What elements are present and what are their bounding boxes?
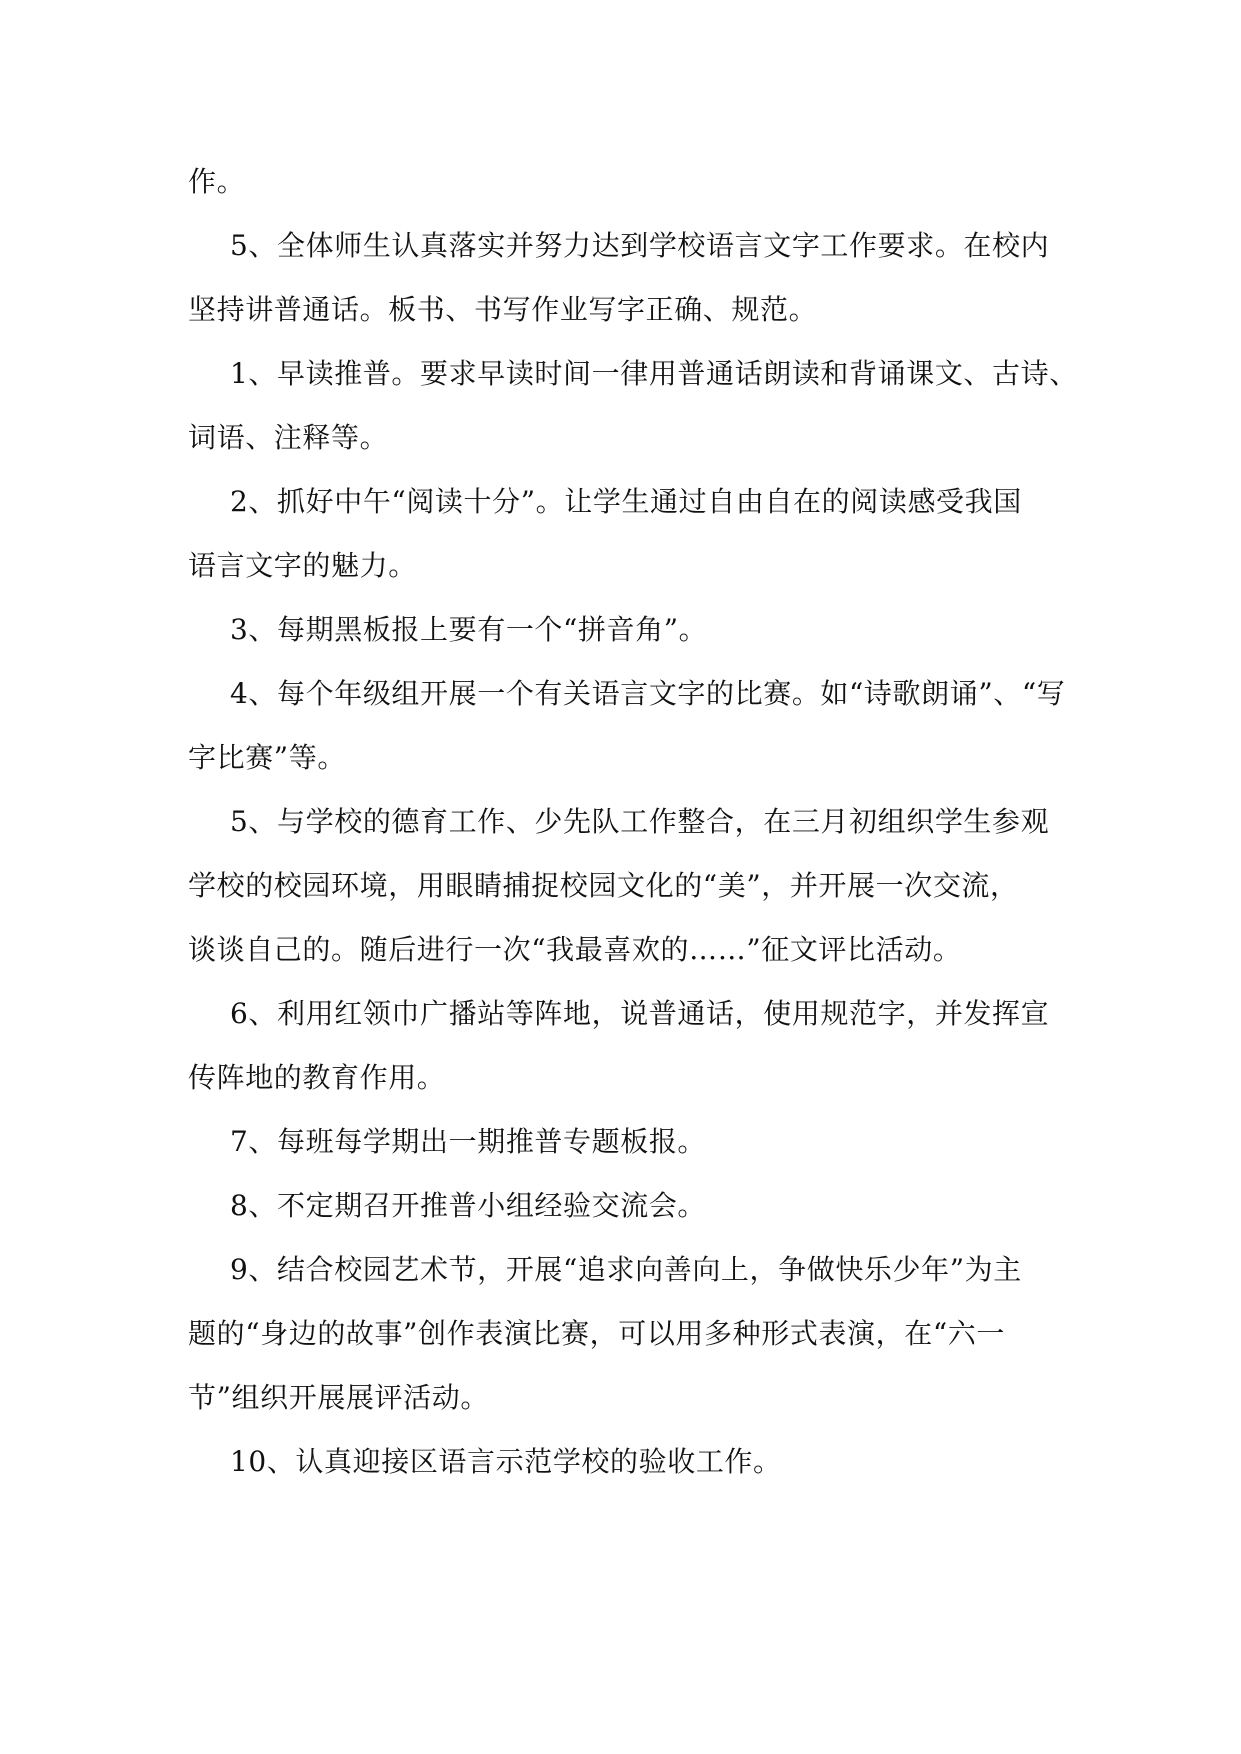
text-line: 字比赛”等。 xyxy=(188,741,346,774)
paragraph-line: 10、认真迎接区语言示范学校的验收工作。 xyxy=(230,1445,782,1478)
text-line: 词语、注释等。 xyxy=(188,421,389,454)
paragraph-line: 1、早读推普。要求早读时间一律用普通话朗读和背诵课文、古诗、 xyxy=(230,357,1078,390)
paragraph-line: 3、每期黑板报上要有一个“拼音角”。 xyxy=(230,613,708,646)
text-line: 传阵地的教育作用。 xyxy=(188,1061,446,1094)
paragraph-line: 6、利用红领巾广播站等阵地，说普通话，使用规范字，并发挥宣 xyxy=(230,997,1050,1030)
paragraph-line: 9、结合校园艺术节，开展“追求向善向上，争做快乐少年”为主 xyxy=(230,1253,1022,1286)
paragraph-line: 5、全体师生认真落实并努力达到学校语言文字工作要求。在校内 xyxy=(230,229,1050,262)
text-line: 作。 xyxy=(188,165,246,198)
text-line: 谈谈自己的。随后进行一次“我最喜欢的……”征文评比活动。 xyxy=(188,933,962,966)
text-line: 坚持讲普通话。板书、书写作业写字正确、规范。 xyxy=(188,293,818,326)
text-line: 题的“身边的故事”创作表演比赛，可以用多种形式表演，在“六一 xyxy=(188,1317,1005,1350)
text-line: 节”组织开展展评活动。 xyxy=(188,1381,489,1414)
paragraph-line: 2、抓好中午“阅读十分”。让学生通过自由自在的阅读感受我国 xyxy=(230,485,1022,518)
paragraph-line: 8、不定期召开推普小组经验交流会。 xyxy=(230,1189,707,1222)
paragraph-line: 4、每个年级组开展一个有关语言文字的比赛。如“诗歌朗诵”、“写 xyxy=(230,677,1066,710)
text-line: 学校的校园环境，用眼睛捕捉校园文化的“美”，并开展一次交流， xyxy=(188,869,1019,902)
paragraph-line: 5、与学校的德育工作、少先队工作整合，在三月初组织学生参观 xyxy=(230,805,1050,838)
text-line: 语言文字的魅力。 xyxy=(188,549,417,582)
paragraph-line: 7、每班每学期出一期推普专题板报。 xyxy=(230,1125,707,1158)
